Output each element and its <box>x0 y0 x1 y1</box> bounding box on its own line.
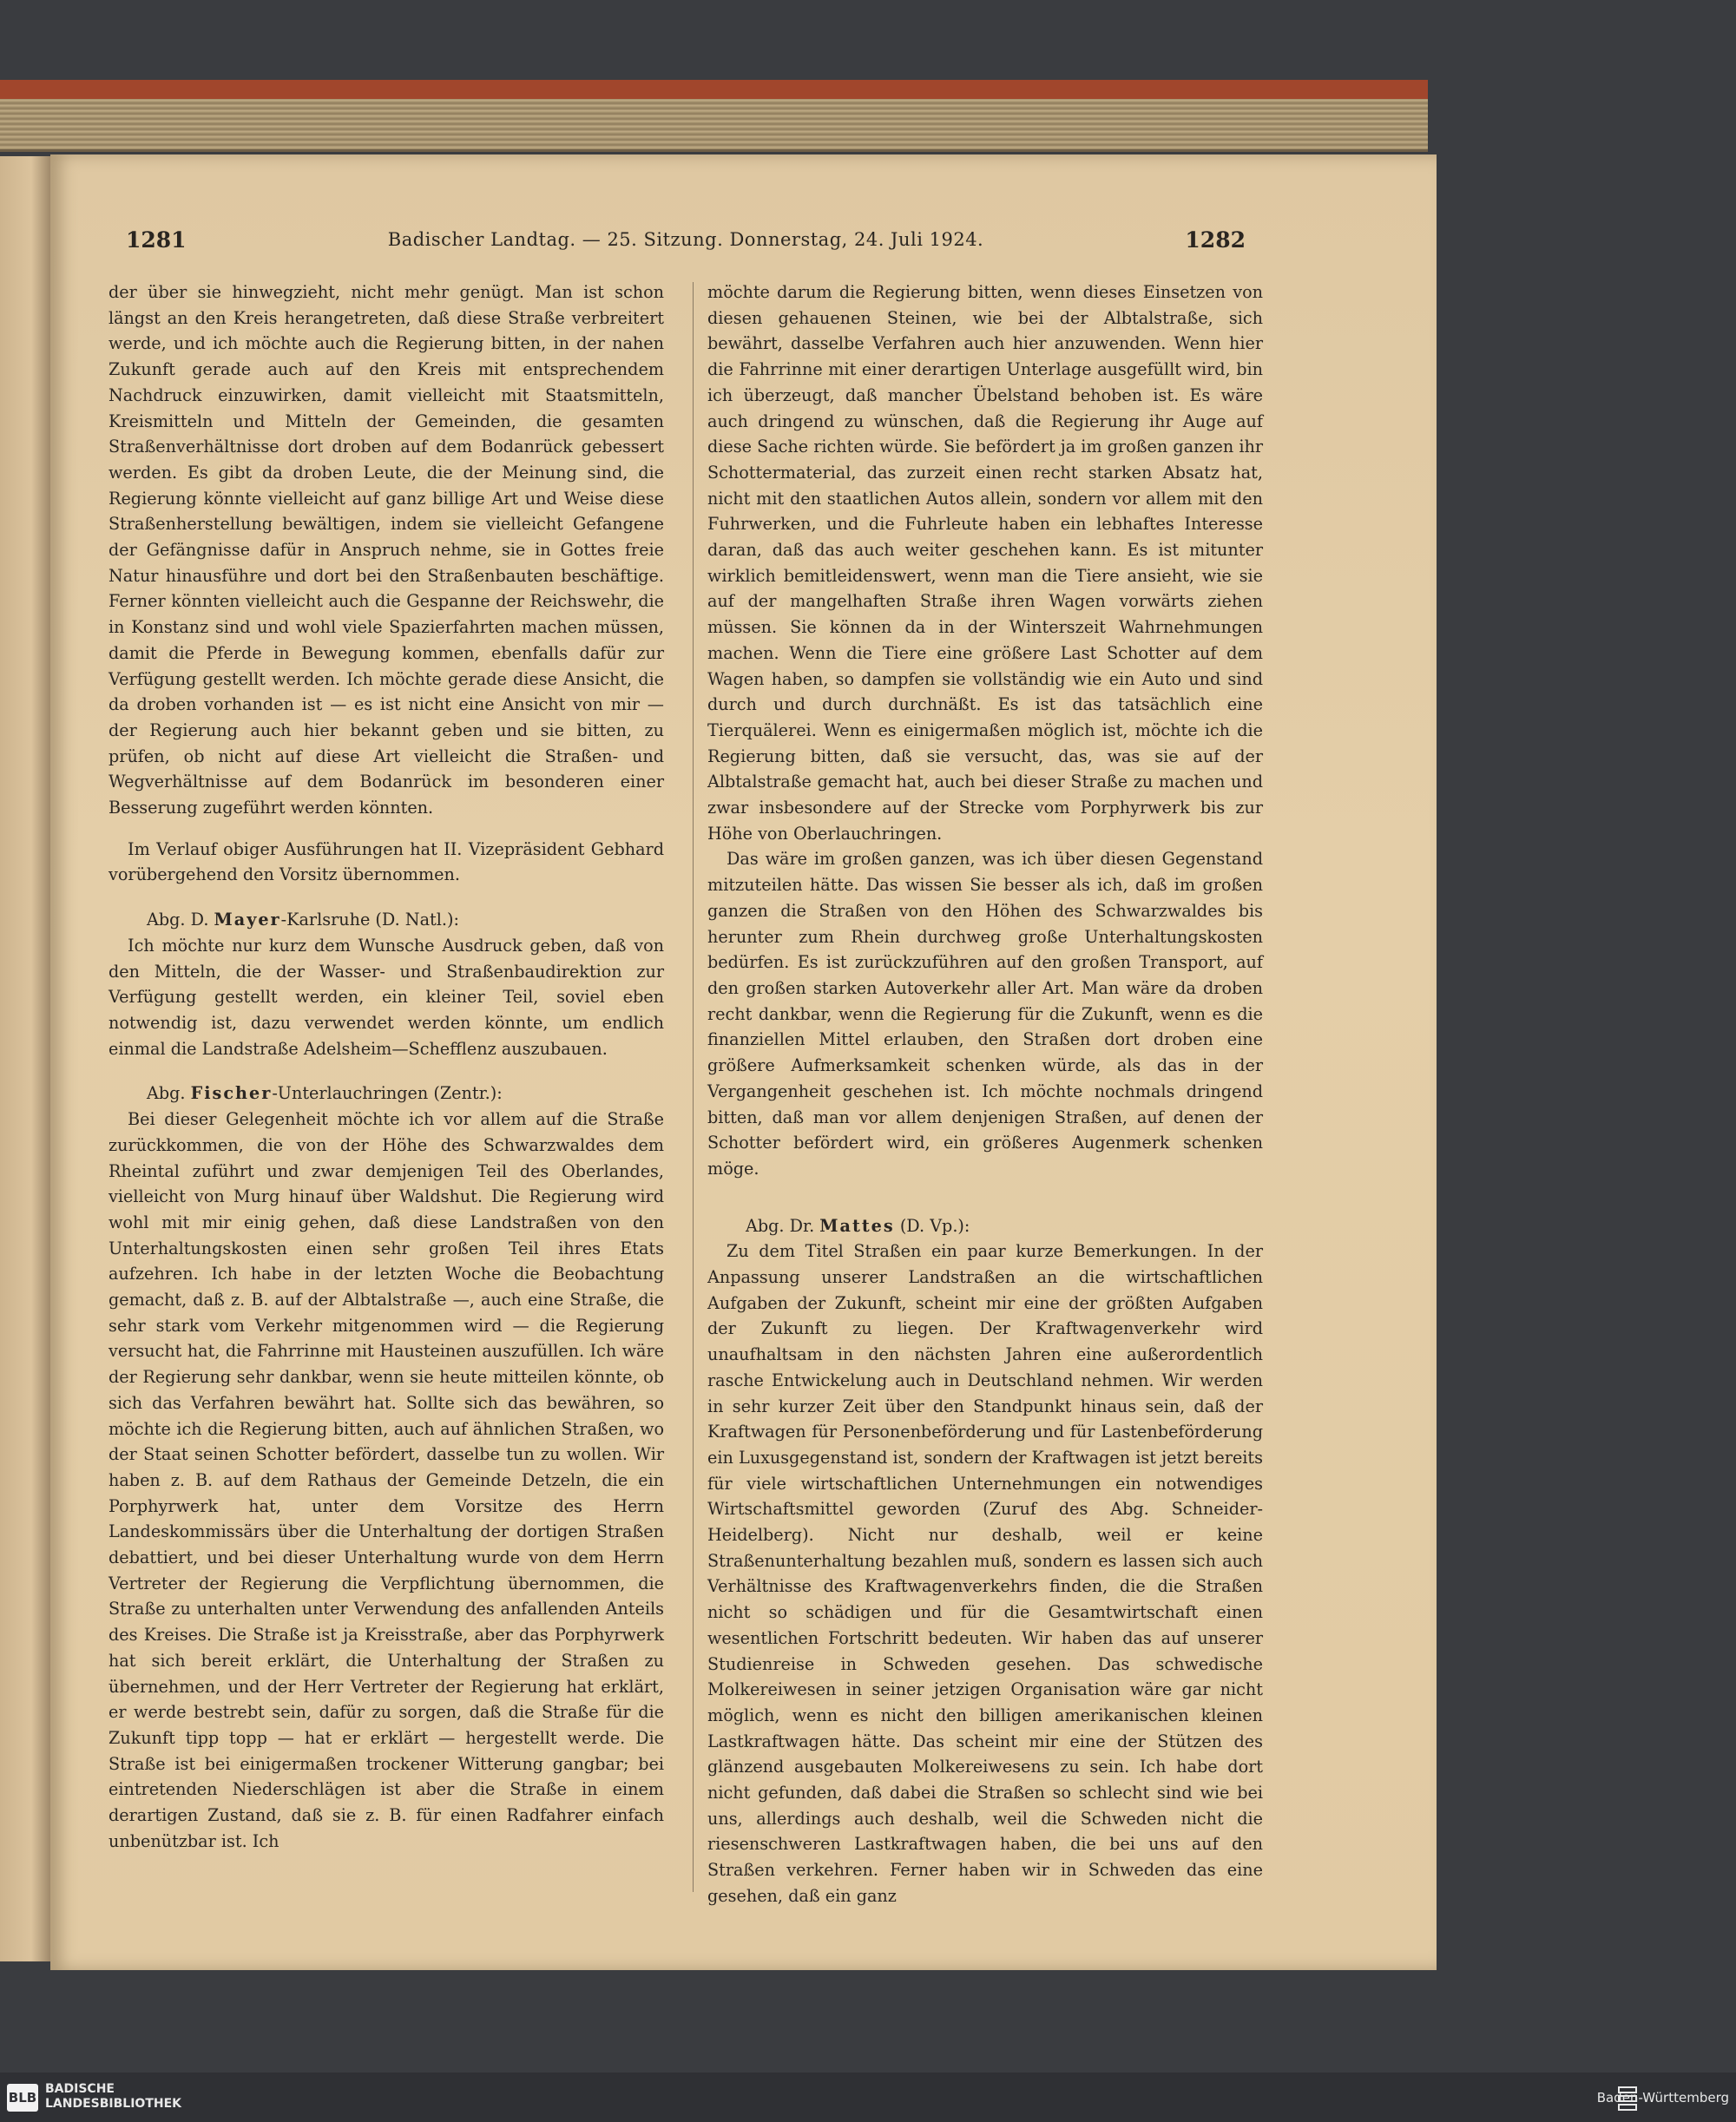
paragraph: Das wäre im großen ganzen, was ich über diesen Gegenstand mitzuteilen hätte. Das wissen Sie besser als ich, daß im großen ganzen die Straßen von den Höhen des Schwarzwaldes bis herunter zum Rhein durchweg große Unterhaltungskosten bedürfen. Es ist zurückzuführen auf den großen Transport, auf den großen starken Autoverkehr aller Art. Man wäre da droben recht dankbar, wenn die Regierung für die Zukunft, wenn es die finanziellen Mittel erlauben, den Straßen dort droben eine größere Aufmerksamkeit schenken würde, als das in der Vergangenheit geschehen ist. Ich möchte nochmals dringend bitten, daß man vor allem denjenigen Straßen, auf denen der Schotter befördert wird, ein größeres Augenmerk schenken möge. <box>707 849 1263 1179</box>
speaker-name: Mayer <box>214 910 281 930</box>
speaker-title: Abg. D. <box>147 910 209 930</box>
paragraph: Ich möchte nur kurz dem Wunsche Ausdruck geben, daß von den Mitteln, die der Wasser- und Straßenbaudirektion zur Verfügung gestellt werden, ein kleiner Teil, soviel eben notwendig ist, dazu verwendet werden könnte, um endlich einmal die Landstraße Adelsheim—Schefflenz auszubauen. <box>108 935 664 1059</box>
library-name <box>45 2082 181 2112</box>
speaker-affiliation: -Karlsruhe (D. Natl.): <box>280 910 459 930</box>
session-note: Im Verlauf obiger Ausführungen hat II. Vizepräsident Gebhard vorübergehend den Vorsitz übernommen. <box>108 838 664 885</box>
speaker-heading <box>707 1213 1263 1239</box>
speaker-name: Mattes <box>819 1215 895 1236</box>
page-header <box>126 227 1246 262</box>
speaker-affiliation: (D. Vp.): <box>899 1215 970 1236</box>
page-number-right: 1282 <box>1185 227 1246 253</box>
speaker-affiliation: -Unterlauchringen (Zentr.): <box>272 1083 503 1104</box>
footer-bar <box>0 2073 1736 2122</box>
page-number-left: 1281 <box>126 227 187 253</box>
speaker-title: Abg. Dr. <box>746 1215 815 1236</box>
paragraph: der über sie hinwegzieht, nicht mehr genügt. Man ist schon längst an den Kreis herangetreten, daß diese Straße verbreitert werde, und ich möchte auch die Regierung bitten, in der nahen Zukunft gerade auch auf den Kreis mit entsprechendem Nachdruck einzuwirken, damit vielleicht mit Staatsmitteln, Kreismitteln und Mitteln der Gemeinden, die gesamten Straßenverhältnisse dort droben auf dem Bodanrück gebessert werden. Es gibt da droben Leute, die der Meinung sind, die Regierung könnte vielleicht auf ganz billige Art und Weise diese Straßenherstellung bewältigen, indem sie vielleicht Gefangene der Gefängnisse dafür in Anspruch nehme, sie in Gottes freie Natur hinausführe und dort bei den Straßenbauten beschäftige. Ferner könnten vielleicht auch die Gespanne der Reichswehr, die in Konstanz sind und wohl viele Spazierfahrten machen müssen, damit die Pferde in Bewegung kommen, ebenfalls dafür zur Verfügung gestellt werden. Ich möchte gerade diese Ansicht, die da droben vorhanden ist — es ist nicht eine Ansicht von mir — der Regierung auch hier bekannt geben und sie bitten, zu prüfen, ob nicht auf diese Art vielleicht die Straßen- und Wegverhältnisse auf dem Bodanrück im besonderen einer Besserung zugeführt werden könnten. <box>108 282 664 818</box>
library-name-line1: BADISCHE <box>45 2082 115 2096</box>
header-title: Badischer Landtag. — 25. Sitzung. Donnerstag, 24. Juli 1924. <box>387 229 984 250</box>
speaker-title: Abg. <box>147 1083 186 1104</box>
facing-page-edge <box>0 156 52 1961</box>
speaker-name: Fischer <box>190 1083 273 1104</box>
speaker-heading <box>108 1081 664 1107</box>
blb-logo-icon: BLB <box>7 2084 38 2112</box>
column-divider <box>693 282 694 1892</box>
state-name: Baden-Württemberg <box>1596 2090 1729 2106</box>
book-spine-edge <box>0 80 1428 99</box>
paragraph: Bei dieser Gelegenheit möchte ich vor allem auf die Straße zurückkommen, die von der Höhe des Schwarzwaldes dem Rheintal zuführt und zwar demjenigen Teil des Oberlandes, vielleicht von Murg hinauf über Waldshut. Die Regierung wird wohl mit mir einig gehen, daß diese Landstraßen von den Unterhaltungskosten einen sehr großen Teil ihres Etats aufzehren. Ich habe in der letzten Woche die Beobachtung gemacht, daß z. B. auf der Albtalstraße —, auch eine Straße, die sehr stark vom Verkehr mitgenommen wird — die Regierung versucht hat, die Fahrrinne mit Hausteinen auszufüllen. Ich wäre der Regierung sehr dankbar, wenn sie heute mitteilen könnte, ob sich das Verfahren bewährt hat. Sollte sich das bewähren, so möchte ich die Regierung bitten, auch auf ähnlichen Straßen, wo der Staat seinen Schotter befördert, dasselbe tun zu wollen. Wir haben z. B. auf dem Rathaus der Gemeinde Detzeln, die ein Porphyrwerk hat, unter dem Vorsitze des Herrn Landeskommissärs über die Unterhaltung der dortigen Straßen debattiert, und bei dieser Unterhaltung wurde von dem Herrn Vertreter der Regierung die Verpflichtung übernommen, die Straße zu unterhalten unter Verwendung des anfallenden Anteils des Kreises. Die Straße ist ja Kreisstraße, aber das Porphyrwerk hat sich bereit erklärt, die Unterhaltung der Straßen zu übernehmen, und der Herr Vertreter der Regierung hat erklärt, er werde bestrebt sein, dafür zu sorgen, daß die Straße für die Zukunft tipp topp — hat er erklärt — hergestellt werde. Die Straße ist bei einigermaßen trockener Witterung gangbar; bei eintretenden Niederschlägen ist aber die Straße in einem derartigen Zustand, daß sie z. B. für einen Radfahrer einfach unbenützbar ist. Ich <box>108 1109 664 1851</box>
paragraph: möchte darum die Regierung bitten, wenn dieses Einsetzen von diesen gehauenen Steinen, wie bei der Albtalstraße, sich bewährt, dasselbe Verfahren auch hier anzuwenden. Wenn hier die Fahrrinne mit einer derartigen Unterlage ausgefüllt wird, bin ich überzeugt, daß mancher Übelstand behoben ist. Es wäre auch dringend zu wünschen, daß die Regierung ihr Auge auf diese Sache richten würde. Sie befördert ja im großen ganzen ihr Schottermaterial, das zurzeit einen recht starken Absatz hat, nicht mit den staatlichen Autos allein, sondern vor allem mit den Fuhrwerken, und die Fuhrleute haben ein lebhaftes Interesse daran, daß das auch weiter geschehen kann. Es ist mitunter wirklich bemitleidenswert, wenn man die Tiere ansieht, wie sie auf der mangelhaften Straße ihren Wagen vorwärts ziehen müssen. Sie können da in der Winterszeit Wahrnehmungen machen. Wenn die Tiere eine größere Last Schotter auf dem Wagen haben, so dampfen sie vollständig wie ein Auto und sind durch und durch durchnäßt. Es ist das tatsächlich eine Tierquälerei. Wenn es einigermaßen möglich ist, möchte ich die Regierung bitten, daß sie versucht, das, was sie auf der Albtalstraße gemacht hat, auch bei dieser Straße zu machen und zwar insbesondere auf der Strecke vom Porphyrwerk bis zur Höhe von Oberlauchringen. <box>707 282 1263 844</box>
speaker-heading <box>108 907 664 933</box>
library-name-line2: LANDESBIBLIOTHEK <box>45 2097 182 2111</box>
paragraph: Zu dem Titel Straßen ein paar kurze Bemerkungen. In der Anpassung unserer Landstraßen an die wirtschaftlichen Aufgaben der Zukunft, scheint mir eine der größten Aufgaben der Zukunft zu liegen. Der Kraftwagenverkehr wird unaufhaltsam in den nächsten Jahren eine außerordentlich rasche Entwickelung auch in Deutschland nehmen. Wir werden in sehr kurzer Zeit über den Standpunkt hinaus sein, daß der Kraftwagen für Personenbeförderung und für Lastenbeförderung ein Luxusgegenstand ist, sondern der Kraftwagen ist jetzt bereits für viele wirtschaftlichen Unternehmungen ein notwendiges Wirtschaftsmittel geworden (Zuruf des Abg. Schneider-Heidelberg). Nicht nur deshalb, weil er keine Straßenunterhaltung bezahlen muß, sondern es lassen sich auch Verhältnisse des Kraftwagenverkehrs finden, die die Straßen nicht so schädigen und für die Gesamtwirtschaft einen wesentlichen Fortschritt bedeuten. Wir haben das auf unserer Studienreise in Schweden gesehen. Das schwedische Molkereiwesen in seiner jetzigen Organisation wäre gar nicht möglich, wenn es nicht den billigen amerikanischen kleinen Lastkraftwagen hätte. Das scheint mir eine der Stützen des glänzend ausgebauten Molkereiwesens zu sein. Ich habe dort nicht gefunden, daß dabei die Straßen so schlecht sind wie bei uns, allerdings auch deshalb, weil die Schweden nicht die riesenschweren Lastkraftwagen haben, die bei uns auf den Straßen verkehren. Ferner haben wir in Schweden das eine gesehen, daß ein ganz <box>707 1241 1263 1906</box>
left-column <box>108 279 664 1854</box>
right-column <box>707 279 1263 1909</box>
